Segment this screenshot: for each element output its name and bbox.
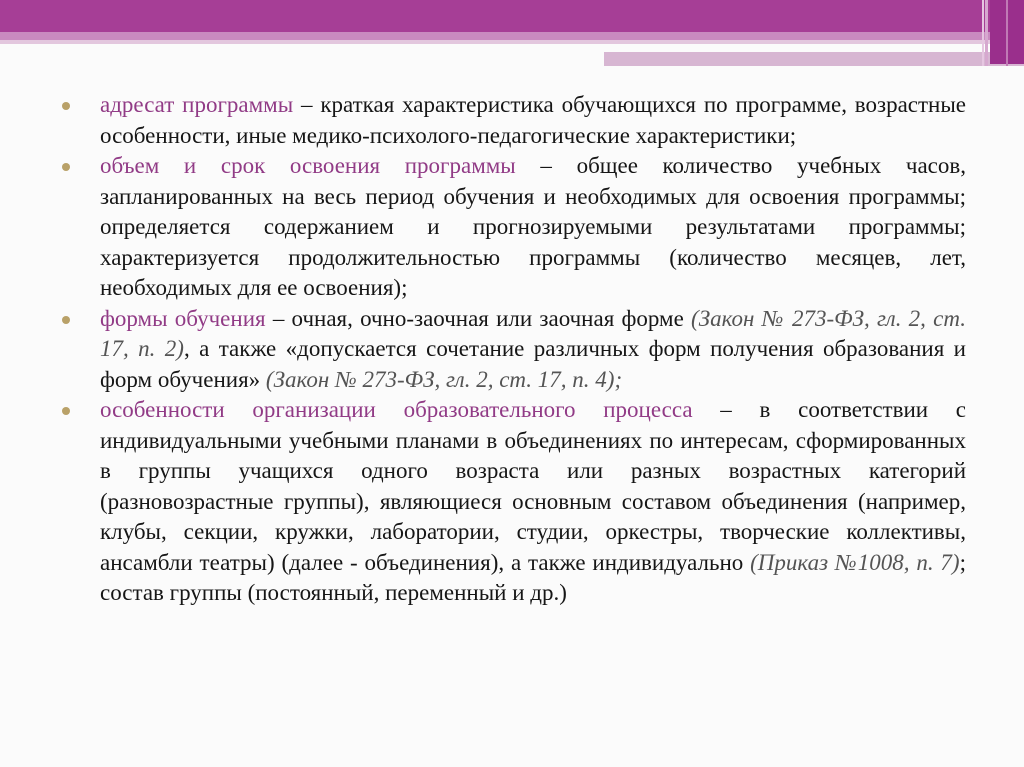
header-stripe	[0, 32, 1024, 40]
bullet-dot-icon	[62, 407, 70, 415]
item-text: – в соответствии с индивидуальными учебными планами в объединениях по интересам, сформированных в группы учащихся одного возраста или разных возрастных категорий (разновозрастные группы), являющиеся основным составом объединения (например, клубы, секции, кружки, лаборатории, студии, оркестры, творческие коллективы, ансамбли театры) (далее - объединения), а также индивидуально	[100, 397, 967, 575]
slide-body	[62, 90, 966, 609]
list-item	[62, 395, 966, 609]
law-citation: (Закон № 273-ФЗ, гл. 2, ст. 17, п. 4);	[265, 366, 623, 392]
order-citation: (Приказ №1008, п. 7)	[750, 549, 960, 575]
corner-line-decoration	[1006, 0, 1008, 66]
bullet-dot-icon	[62, 163, 70, 171]
law-citation: (Закон № 273-ФЗ, гл. 2, ст. 17, п. 2)	[100, 305, 966, 361]
bullet-dot-icon	[62, 316, 70, 324]
item-text: ; состав группы (постоянный, переменный и др.)	[100, 549, 966, 605]
list-item	[62, 304, 966, 396]
header-tab-decoration	[604, 52, 1024, 66]
item-term: особенности организации образовательного процесса	[100, 397, 693, 422]
bullet-list	[62, 90, 966, 609]
item-text: – общее количество учебных часов, запланированных на весь период обучения и необходимых для освоения программы; определяется содержанием и прогнозируемыми результатами программы; характеризуется продолжительностью программы (количество месяцев, лет, необходимых для ее освоения);	[100, 153, 966, 300]
item-term: адресат программы	[100, 92, 294, 117]
item-term: формы обучения	[100, 305, 266, 331]
header-banner	[0, 0, 1024, 32]
item-text: , а также «допускается сочетание различных форм получения образования и форм обучения»	[100, 336, 966, 392]
corner-line-decoration	[985, 0, 988, 66]
bullet-dot-icon	[62, 102, 70, 110]
item-text: – краткая характеристика обучающихся по программе, возрастные особенности, иные медико-психолого-педагогические характеристики;	[100, 92, 967, 148]
list-item	[62, 90, 966, 151]
corner-line-decoration	[982, 0, 984, 66]
item-text: – очная, очно-заочная или заочная форме	[265, 305, 692, 331]
item-term: объем и срок освоения программы	[100, 153, 516, 178]
list-item	[62, 151, 966, 304]
header-stripe-light	[0, 40, 1024, 44]
